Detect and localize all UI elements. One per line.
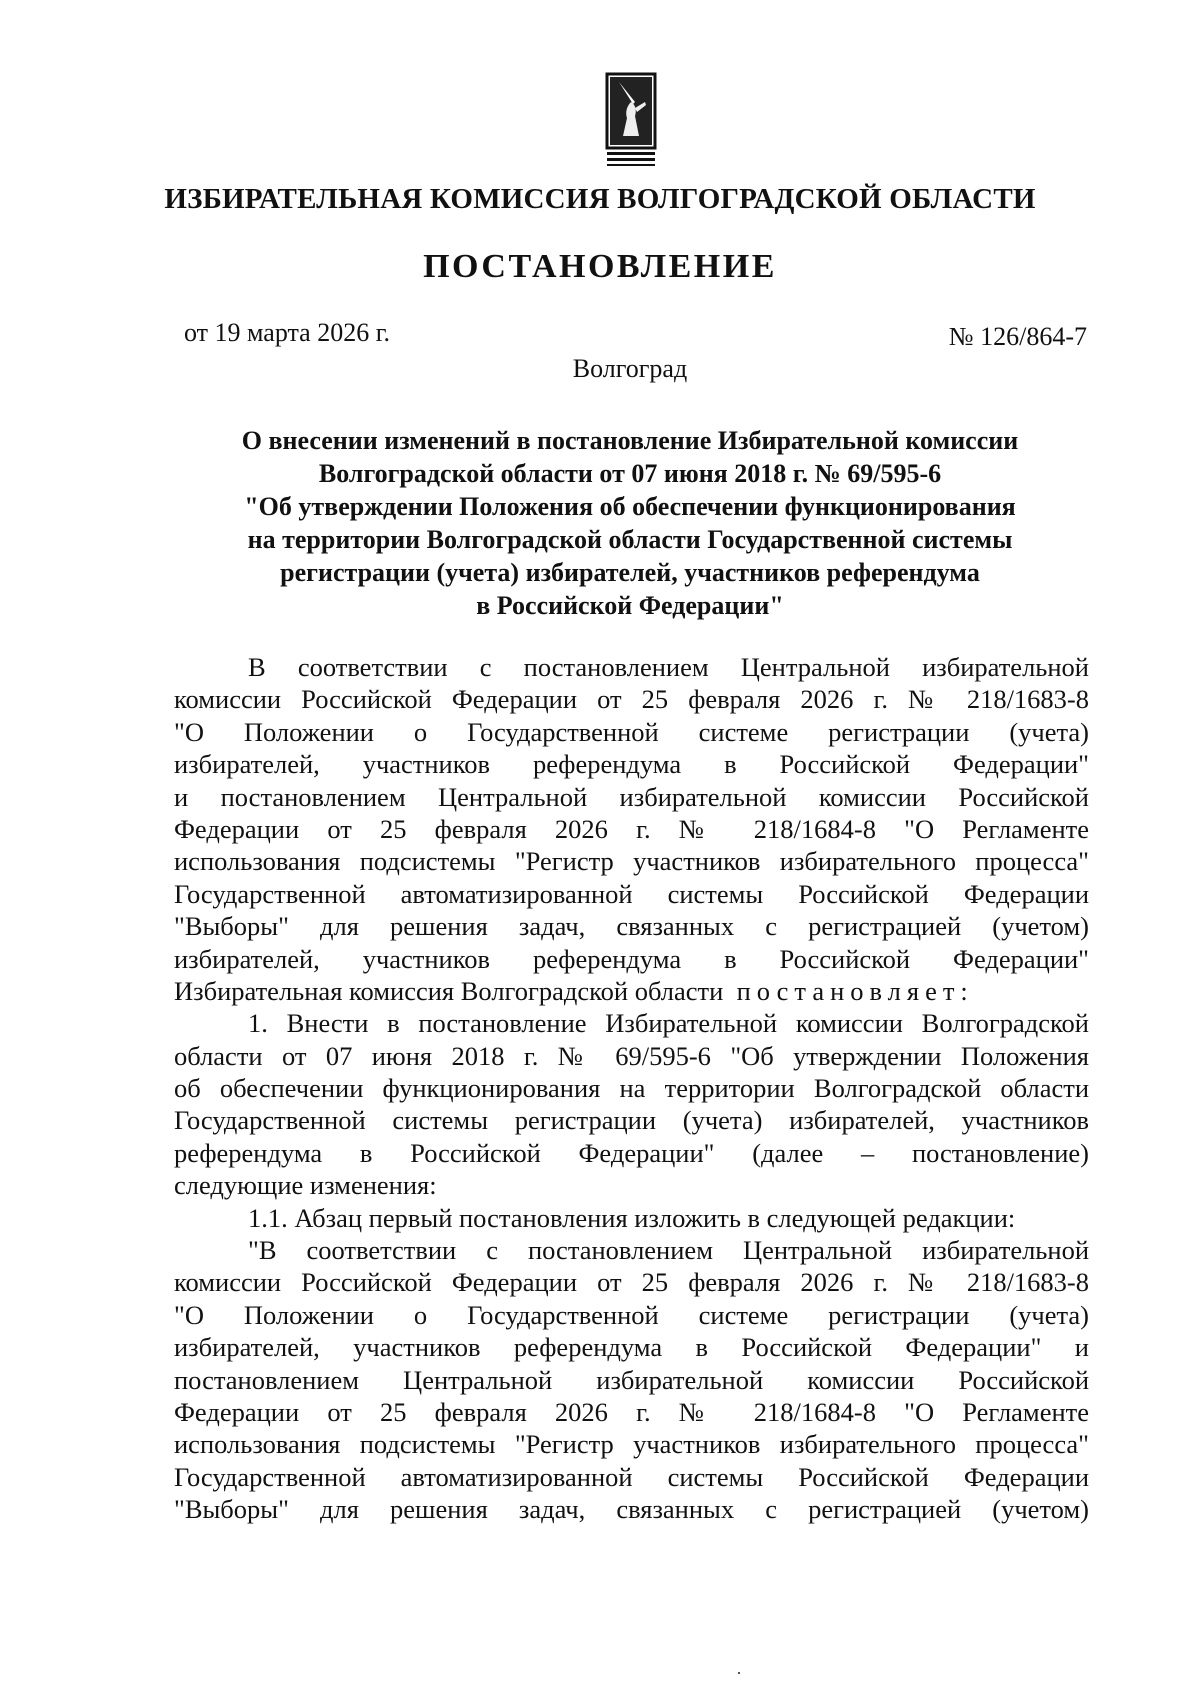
body-line: [174, 975, 1089, 1007]
body-line: "Выборы" для решения задач, связанных с регистрацией (учетом): [174, 1494, 1089, 1525]
body-line: избирателей, участников референдума в Российской Федерации" и: [174, 1332, 1089, 1363]
body-line: следующие изменения:: [174, 1170, 437, 1201]
body-line-text: Избирательная комиссия Волгоградской области: [174, 975, 724, 1006]
body-line: постановлением Центральной избирательной комиссии Российской: [174, 1364, 1089, 1395]
title-line: О внесении изменений в постановление Избирательной комиссии: [241, 426, 1019, 455]
body-line: Федерации от 25 февраля 2026 г. № 218/1684-8 "О Регламенте: [174, 1396, 1089, 1427]
title-line: регистрации (учета) избирателей, участников референдума: [280, 558, 980, 587]
document-city: Волгоград: [572, 354, 688, 383]
body-line: референдума в Российской Федерации" (далее – постановление): [174, 1137, 1089, 1168]
body-line: "О Положении о Государственной системе регистрации (учета): [174, 1299, 1089, 1330]
body-line: 1. Внести в постановление Избирательной комиссии Волгоградской: [248, 1008, 1089, 1039]
title-line: в Российской Федерации": [476, 591, 784, 620]
document-type: ПОСТАНОВЛЕНИЕ: [423, 248, 777, 285]
scan-speck: [738, 1672, 740, 1674]
resolution-word: постановляет:: [736, 975, 974, 1006]
body-line: использования подсистемы "Регистр участников избирательного процесса": [174, 1429, 1089, 1460]
volgograd-emblem-icon: [605, 72, 657, 168]
organization-name: ИЗБИРАТЕЛЬНАЯ КОМИССИЯ ВОЛГОГРАДСКОЙ ОБЛАСТИ: [164, 183, 1036, 215]
body-line: Федерации от 25 февраля 2026 г. № 218/1684-8 "О Регламенте: [174, 813, 1089, 844]
body-line: В соответствии с постановлением Центральной избирательной: [248, 652, 1089, 682]
body-line: об обеспечении функционирования на территории Волгоградской области: [174, 1073, 1089, 1104]
body-line: "В соответствии с постановлением Центральной избирательной: [248, 1235, 1089, 1266]
body-line: 1.1. Абзац первый постановления изложить в следующей редакции:: [248, 1202, 1016, 1233]
body-line: Государственной автоматизированной системы Российской Федерации: [174, 1461, 1089, 1492]
document-title: [150, 424, 1110, 622]
body-line: избирателей, участников референдума в Российской Федерации": [174, 749, 1089, 780]
title-line: на территории Волгоградской области Государственной системы: [247, 525, 1013, 554]
document-date: от 19 марта 2026 г.: [184, 318, 390, 347]
document-body: [174, 651, 1089, 1526]
body-line: Государственной системы регистрации (учета) избирателей, участников: [174, 1105, 1089, 1136]
body-line: комиссии Российской Федерации от 25 февраля 2026 г. № 218/1683-8: [174, 1267, 1089, 1298]
body-line: комиссии Российской Федерации от 25 февраля 2026 г. № 218/1683-8: [174, 684, 1089, 715]
body-line: "Выборы" для решения задач, связанных с регистрацией (учетом): [174, 911, 1089, 942]
body-line: Государственной автоматизированной системы Российской Федерации: [174, 878, 1089, 909]
body-line: "О Положении о Государственной системе регистрации (учета): [174, 716, 1089, 747]
title-line: Волгоградской области от 07 июня 2018 г. № 69/595-6: [318, 459, 942, 488]
title-line: "Об утверждении Положения об обеспечении функционирования: [244, 492, 1016, 521]
body-line: и постановлением Центральной избирательной комиссии Российской: [174, 781, 1089, 812]
body-line: избирателей, участников референдума в Российской Федерации": [174, 943, 1089, 974]
body-line: использования подсистемы "Регистр участников избирательного процесса": [174, 846, 1089, 877]
document-number: № 126/864-7: [948, 322, 1087, 351]
body-line: области от 07 июня 2018 г. № 69/595-6 "Об утверждении Положения: [174, 1040, 1089, 1071]
